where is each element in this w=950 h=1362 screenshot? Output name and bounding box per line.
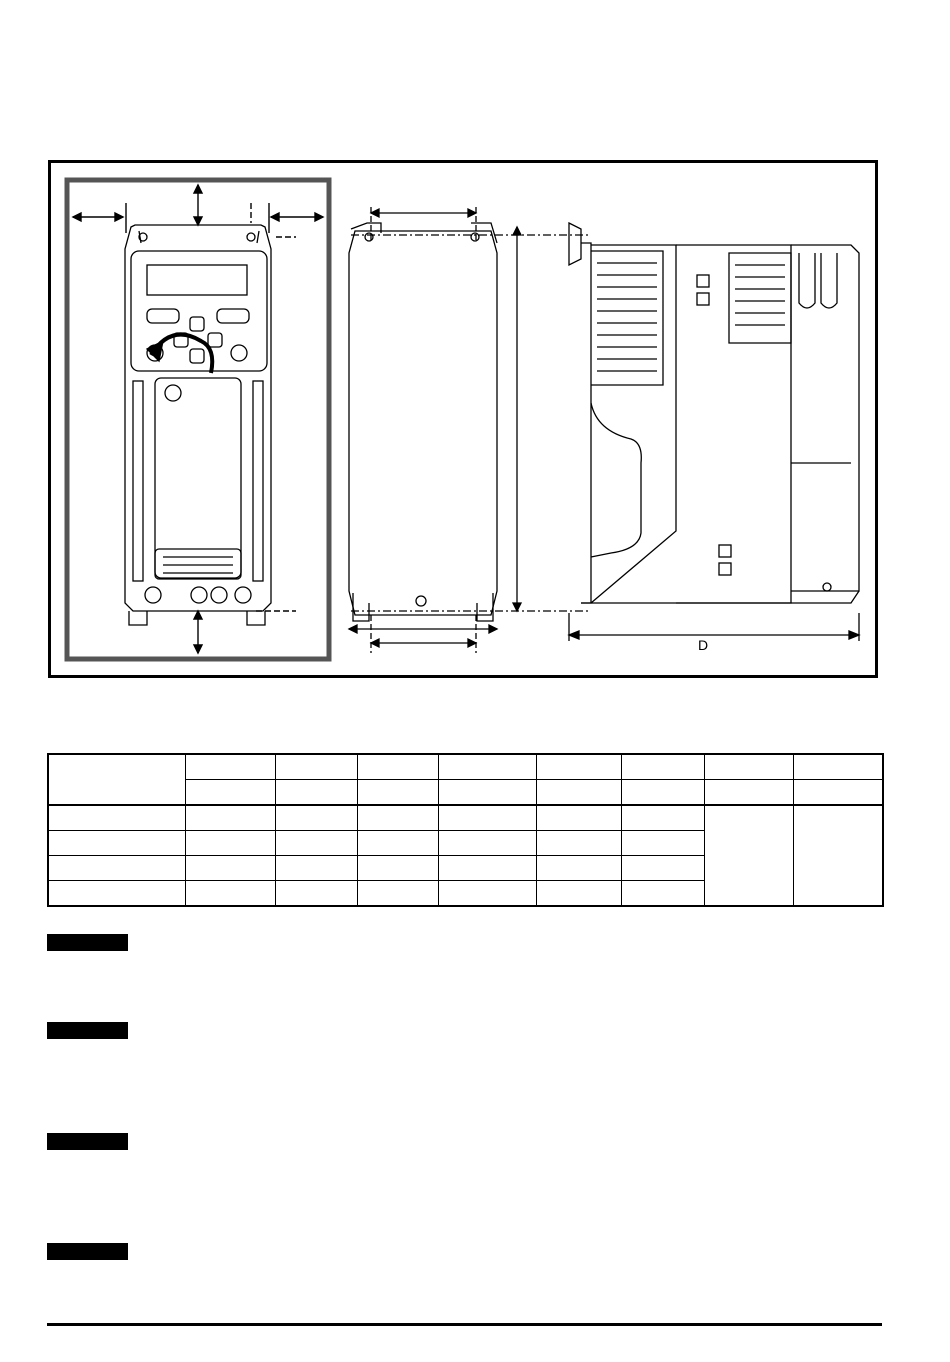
table-header-cell (621, 754, 704, 780)
table-header-cell (621, 780, 704, 806)
table-header-cell (704, 754, 793, 780)
table-cell (621, 881, 704, 907)
table-cell (357, 805, 438, 831)
table-cell (357, 856, 438, 881)
table-row (48, 805, 883, 831)
table-header-cell (793, 754, 883, 780)
table-merged-cell (704, 805, 793, 906)
table-header-cell (793, 780, 883, 806)
table-cell (185, 856, 275, 881)
dimension-drawing (51, 163, 881, 681)
table-cell (536, 856, 621, 881)
note-tag (47, 934, 128, 951)
table-cell (438, 831, 536, 856)
table-cell (275, 856, 357, 881)
table-header-cell (357, 780, 438, 806)
table-cell (185, 831, 275, 856)
table-cell (621, 831, 704, 856)
table-header-cell (438, 780, 536, 806)
table-header-cell (704, 780, 793, 806)
table-cell (438, 805, 536, 831)
table-header-cell (438, 754, 536, 780)
drive-front (125, 225, 271, 625)
note-tag (47, 1133, 128, 1150)
dimensions-table (47, 753, 884, 907)
table-header-cell (185, 780, 275, 806)
table-cell (536, 831, 621, 856)
table-cell (48, 805, 185, 831)
note-tag (47, 1243, 128, 1260)
table-cell (185, 881, 275, 907)
table-header-cell (48, 754, 185, 805)
table-header-cell (275, 780, 357, 806)
table-cell (357, 881, 438, 907)
table-cell (48, 831, 185, 856)
table-cell (48, 856, 185, 881)
table-cell (48, 881, 185, 907)
table-cell (438, 881, 536, 907)
table-cell (621, 805, 704, 831)
table-cell (185, 805, 275, 831)
table-header-cell (185, 754, 275, 780)
footer-rule (47, 1323, 882, 1326)
table-merged-cell (793, 805, 883, 906)
table-cell (536, 805, 621, 831)
drive-rear (349, 207, 591, 653)
table-header-cell (357, 754, 438, 780)
table-header-cell (536, 754, 621, 780)
table-cell (275, 805, 357, 831)
table-cell (275, 881, 357, 907)
table-header-cell (275, 754, 357, 780)
drive-side (569, 223, 859, 641)
dimension-drawing-frame (48, 160, 878, 678)
note-tag (47, 1022, 128, 1039)
table-header-row (48, 754, 883, 780)
depth-label: D (698, 637, 709, 653)
table-cell (536, 881, 621, 907)
table-cell (357, 831, 438, 856)
clearance-arrows (73, 185, 323, 653)
table-cell (438, 856, 536, 881)
table-cell (621, 856, 704, 881)
table-cell (275, 831, 357, 856)
table-header-cell (536, 780, 621, 806)
